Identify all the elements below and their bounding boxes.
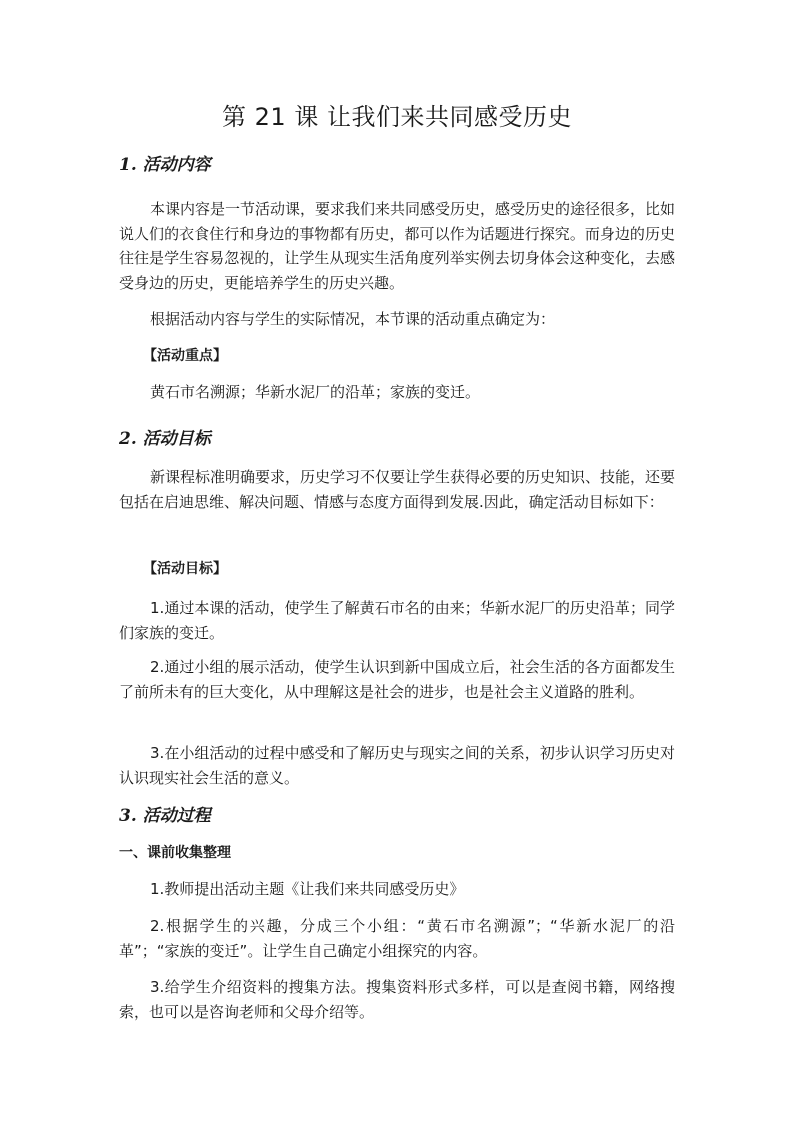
process-step-3: 3.给学生介绍资料的搜集方法。搜集资料形式多样，可以是查阅书籍，网络搜索，也可以是咨询老师和父母介绍等。 <box>119 978 675 1021</box>
process-step-2: 2.根据学生的兴趣，分成三个小组：“黄石市名溯源”；“华新水泥厂的沿革”；“家族的变迁”。让学生自己确定小组探究的内容。 <box>119 917 675 960</box>
process-step-1: 1.教师提出活动主题《让我们来共同感受历史》 <box>150 880 465 898</box>
section-heading-content: 1. 活动内容 <box>119 155 211 175</box>
goal-item-2: 2.通过小组的展示活动，使学生认识到新中国成立后，社会生活的各方面都发生了前所未有的巨大变化，从中理解这是社会的进步，也是社会主义道路的胜利。 <box>119 658 675 701</box>
paragraph-activity-content: 本课内容是一节活动课，要求我们来共同感受历史，感受历史的途径很多，比如说人们的衣食住行和身边的事物都有历史，都可以作为话题进行探究。而身边的历史往往是学生容易忽视的，让学生从现实生活角度列举实例去切身体会这种变化，去感受身边的历史，更能培养学生的历史兴趣。 <box>119 200 676 292</box>
section-heading-process: 3. 活动过程 <box>119 806 211 826</box>
goal-item-3: 3.在小组活动的过程中感受和了解历史与现实之间的关系，初步认识学习历史对认识现实社会生活的意义。 <box>119 744 675 787</box>
section-heading-goals: 2. 活动目标 <box>119 429 211 449</box>
paragraph-key-points: 黄石市名溯源；华新水泥厂的沿革；家族的变迁。 <box>150 383 481 401</box>
paragraph-key-points-intro: 根据活动内容与学生的实际情况，本节课的活动重点确定为： <box>150 310 556 328</box>
label-key-points: 【活动重点】 <box>143 348 227 364</box>
subheading-preparation: 一、课前收集整理 <box>119 845 231 861</box>
label-goals: 【活动目标】 <box>143 561 227 577</box>
paragraph-goals-intro: 新课程标准明确要求，历史学习不仅要让学生获得必要的历史知识、技能，还要包括在启迪思维、解决问题、情感与态度方面得到发展.因此，确定活动目标如下： <box>119 468 676 511</box>
goal-item-1: 1.通过本课的活动，使学生了解黄石市名的由来；华新水泥厂的历史沿革；同学们家族的变迁。 <box>119 599 675 642</box>
page-title: 第 21 课 让我们来共同感受历史 <box>222 103 572 131</box>
